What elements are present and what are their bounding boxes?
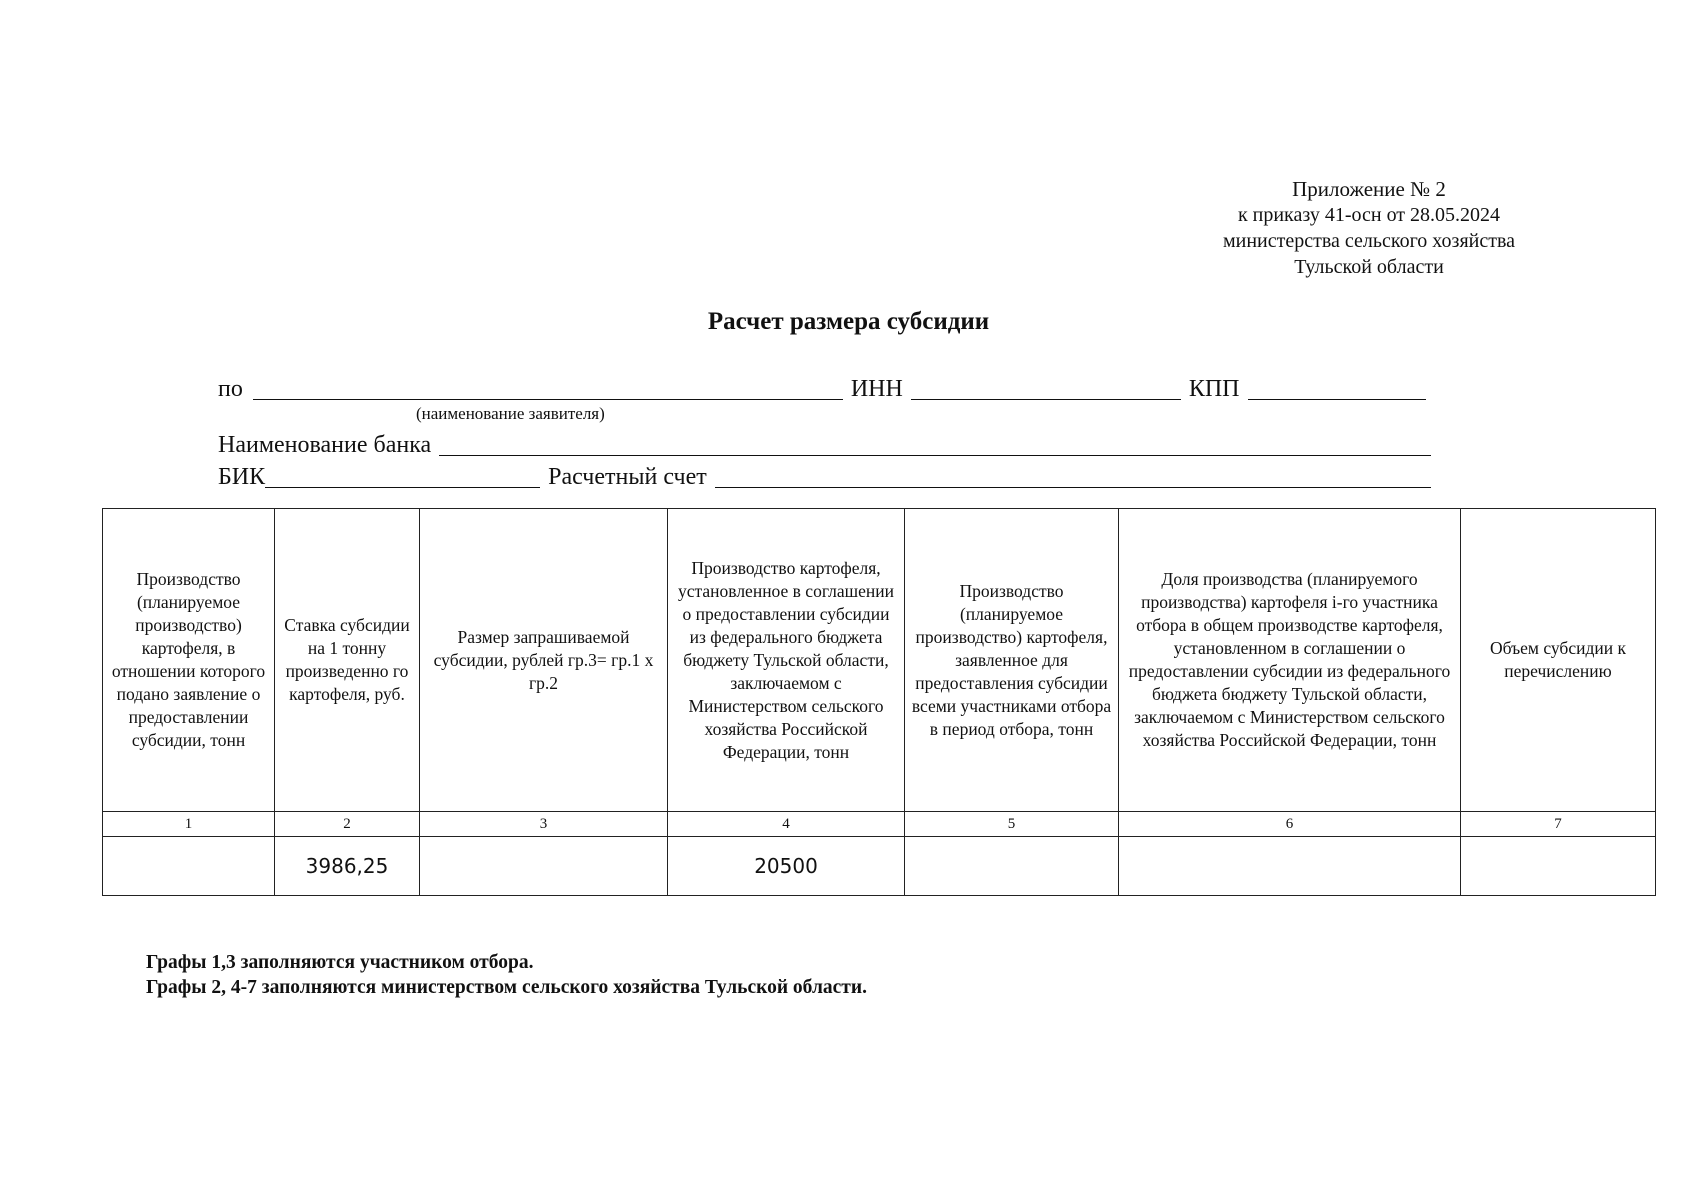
inn-label: ИНН [850, 376, 903, 402]
value-cell-production[interactable] [103, 837, 275, 896]
bank-label: Наименование банка [218, 432, 432, 458]
account-label: Расчетный счет [548, 464, 707, 490]
bik-account-row [218, 458, 1431, 490]
value-cell-subsidy-volume [1461, 837, 1656, 896]
appendix-ministry: министерства сельского хозяйства [1222, 230, 1516, 252]
column-number: 6 [1119, 812, 1461, 837]
header-cell: Производство (планируемое производство) картофеля, заявленное для предоставления субсидии всеми участниками отбора в период отбора, тонн [905, 509, 1119, 812]
po-label: по [218, 376, 243, 402]
document-title: Расчет размера субсидии [707, 308, 990, 335]
value-cell-rate: 3986,25 [275, 837, 420, 896]
value-cell-requested-subsidy[interactable] [420, 837, 668, 896]
table-row [103, 837, 1656, 896]
column-number: 4 [668, 812, 905, 837]
applicant-row [218, 370, 1431, 402]
value-cell-agreement-production: 20500 [668, 837, 905, 896]
column-number: 5 [905, 812, 1119, 837]
header-cell: Ставка субсидии на 1 тонну произведенно го картофеля, руб. [275, 509, 420, 812]
value-cell-total-declared [905, 837, 1119, 896]
column-number: 7 [1461, 812, 1656, 837]
header-cell: Производство картофеля, установленное в соглашении о предоставлении субсидии из федерального бюджета бюджету Тульской области, заключаемом с Министерством сельского хозяйства Российской Федерации, тонн [668, 509, 905, 812]
appendix-number: Приложение № 2 [1292, 177, 1446, 201]
header-cell: Объем субсидии к перечислению [1461, 509, 1656, 812]
bank-row [218, 426, 1431, 458]
appendix-block [1159, 176, 1579, 280]
bik-label: БИК [218, 464, 266, 490]
inn-field[interactable] [911, 373, 1181, 400]
column-number: 3 [420, 812, 668, 837]
bank-name-field[interactable] [439, 429, 1431, 456]
note-ministry-columns: Графы 2, 4-7 заполняются министерством сельского хозяйства Тульской области. [146, 977, 867, 998]
header-cell: Размер запрашиваемой субсидии, рублей гр.3= гр.1 х гр.2 [420, 509, 668, 812]
column-number-row [103, 812, 1656, 837]
header-cell: Доля производства (планируемого производства) картофеля i-го участника отбора в общем производстве картофеля, установленном в соглашении о предоставлении субсидии из федерального бюджета бюджету Тульской области, заключаемом с Министерством сельского хозяйства Российской Федерации, тонн [1119, 509, 1461, 812]
appendix-region: Тульской области [1294, 256, 1444, 278]
column-number: 2 [275, 812, 420, 837]
kpp-label: КПП [1188, 376, 1240, 402]
bik-field[interactable] [265, 461, 540, 488]
value-cell-share [1119, 837, 1461, 896]
header-cell: Производство (планируемое производство) картофеля, в отношении которого подано заявление о предоставлении субсидии, тонн [103, 509, 275, 812]
note-participant-columns: Графы 1,3 заполняются участником отбора. [146, 952, 534, 973]
column-number: 1 [103, 812, 275, 837]
applicant-hint: (наименование заявителя) [416, 404, 605, 423]
applicant-name-field[interactable] [253, 373, 843, 400]
notes-block [146, 950, 867, 1000]
subsidy-calculation-table [102, 508, 1656, 896]
kpp-field[interactable] [1248, 373, 1426, 400]
appendix-order-ref: к приказу 41-осн от 28.05.2024 [1237, 204, 1501, 226]
account-field[interactable] [715, 461, 1431, 488]
table-header-row [103, 509, 1656, 812]
